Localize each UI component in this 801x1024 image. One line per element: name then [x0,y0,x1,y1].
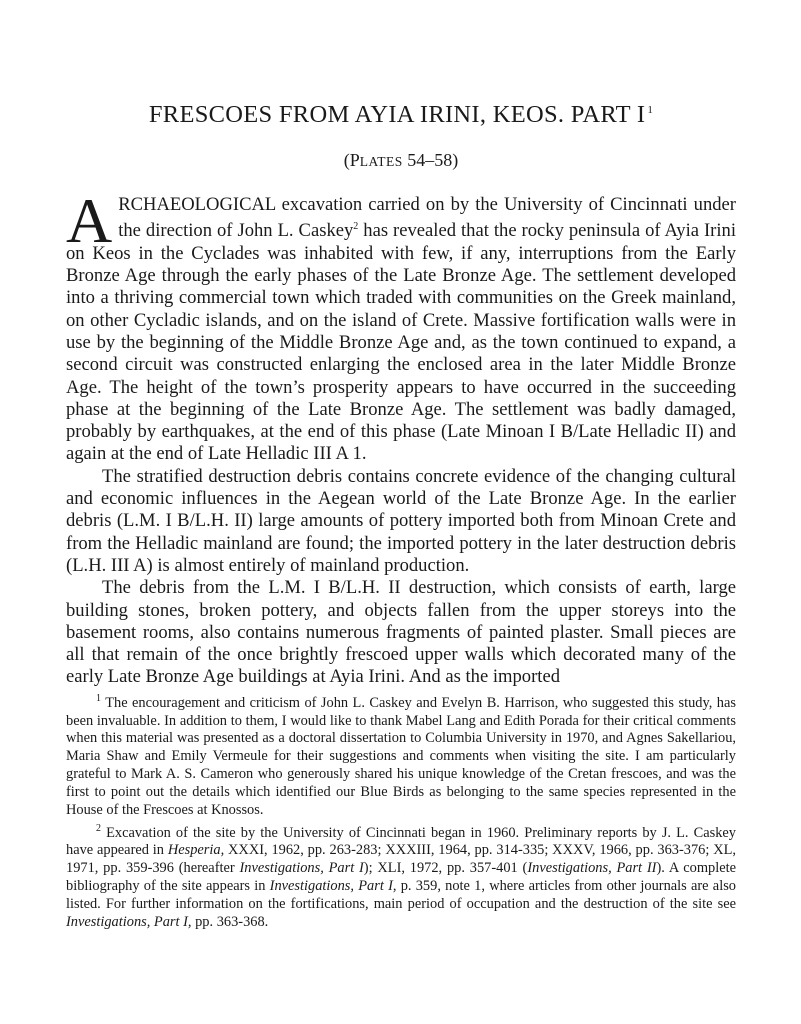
paragraph-2: The stratified destruction debris contains concrete evidence of the changing cultural and economic influences in the Aegean world of the Late Bronze Age. In the earlier debris (L.M. I B/L.H. II) large amounts of pottery imported both from Minoan Crete and from the Helladic mainland are found; the imported pottery in the later destruction debris (L.H. III A) is almost entirely of mainland production. [66,465,736,576]
plates-small-caps: LATES [359,154,403,169]
footnote-1 [66,690,736,820]
plates-reference [66,150,736,171]
article-title [66,101,736,129]
footnote-2-text-e: p. 359, note 1, where articles from other journals are also listed. For further information on the fortifications, main period of occupation and the destruction of the site see [66,878,736,912]
footnote-2-text-d: ). A complete bibliography of the site appears in [66,860,737,895]
citation-title: Investigations, Part II [527,860,657,877]
plates-open-paren: ( [343,150,350,170]
footnote-ref-2: 2 [353,221,359,233]
footnote-2-text-f: pp. 363-368. [191,913,269,930]
footnote-2-text-c: ); XLI, 1972, pp. 357-401 ( [363,860,528,877]
paragraph-1 [66,185,736,466]
paragraph-3: The debris from the L.M. I B/L.H. II destruction, which consists of earth, large building stones, broken pottery, and objects fallen from the upper storeys into the basement rooms, also contains numerous fragments of painted plaster. Small pieces are all that remain of the once brightly frescoed upper walls which decorated many of the early Late Bronze Age buildings at Ayia Irini. And as the imported [66,577,736,688]
citation-title: Investigations, Part I [239,860,364,877]
plates-initial: P [349,150,360,170]
plates-numbers: 54–58) [402,150,459,170]
footnote-1-text: The encouragement and criticism of John L. Caskey and Evelyn B. Harrison, who suggested this study, has been invaluable. In addition to them, I would like to thank Mabel Lang and Edith Porada for their critical comments when this material was presented as a doctoral dissertation to Columbia University in 1970, and Agnes Sakellariou, Maria Shaw and Emily Vermeule for their suggestions and comments when visiting the site. I am particularly grateful to Mark A. S. Cameron who generously shared his unique knowledge of the Cretan frescoes, and was the first to point out the details which identified our Blue Birds as belonging to the same species represented in the House of the Frescoes at Knossos. [66,694,736,818]
footnote-2-text-a: Excavation of the site by the University of Cincinnati began in 1960. Preliminary reports by J. L. Caskey have appeared in [66,824,736,859]
footnote-2-marker: 2 [96,822,101,834]
footnotes [66,690,736,932]
drop-cap: A [66,185,113,256]
footnote-1-marker: 1 [96,693,101,704]
article-body [66,185,736,689]
paragraph-1-text: RCHAEOLOGICAL excavation carried on by the University of Cincinnati under the direction of John L. Caskey [118,194,736,242]
citation-title: Investigations, Part I, [269,878,397,895]
citation-title: Investigations, Part I, [66,913,192,930]
journal-title: Hesperia, [167,842,225,859]
title-text: FRESCOES FROM AYIA IRINI, KEOS. PART I [148,101,646,128]
footnote-2 [66,820,736,932]
title-footnote-marker: 1 [647,103,654,116]
paragraph-1-text-cont: has revealed that the rocky peninsula of Ayia Irini on Keos in the Cyclades was inhabited with few, if any, interruptions from the Early Bronze Age through the early phases of the Late Bronze Age. The settlement developed into a thriving commercial town which traded with communities on the Greek mainland, on other Cycladic islands, and on the island of Crete. Massive fortification walls were in use by the beginning of the Middle Bronze Age and, as the town continued to expand, a second circuit was constructed enlarging the enclosed area in the later Middle Bronze Age. The height of the town’s prosperity appears to have occurred in the succeeding phase at the beginning of the Late Bronze Age. The settlement was badly damaged, probably by earthquakes, at the end of this phase (Late Minoan I B/Late Helladic II) and again at the end of Late Helladic III A 1. [66,220,736,465]
footnote-2-text-b: XXXI, 1962, pp. 263-283; XXXIII, 1964, pp. 314-335; XXXV, 1966, pp. 363-376; XL, 1971, pp. 359-396 (hereafter [66,842,736,877]
